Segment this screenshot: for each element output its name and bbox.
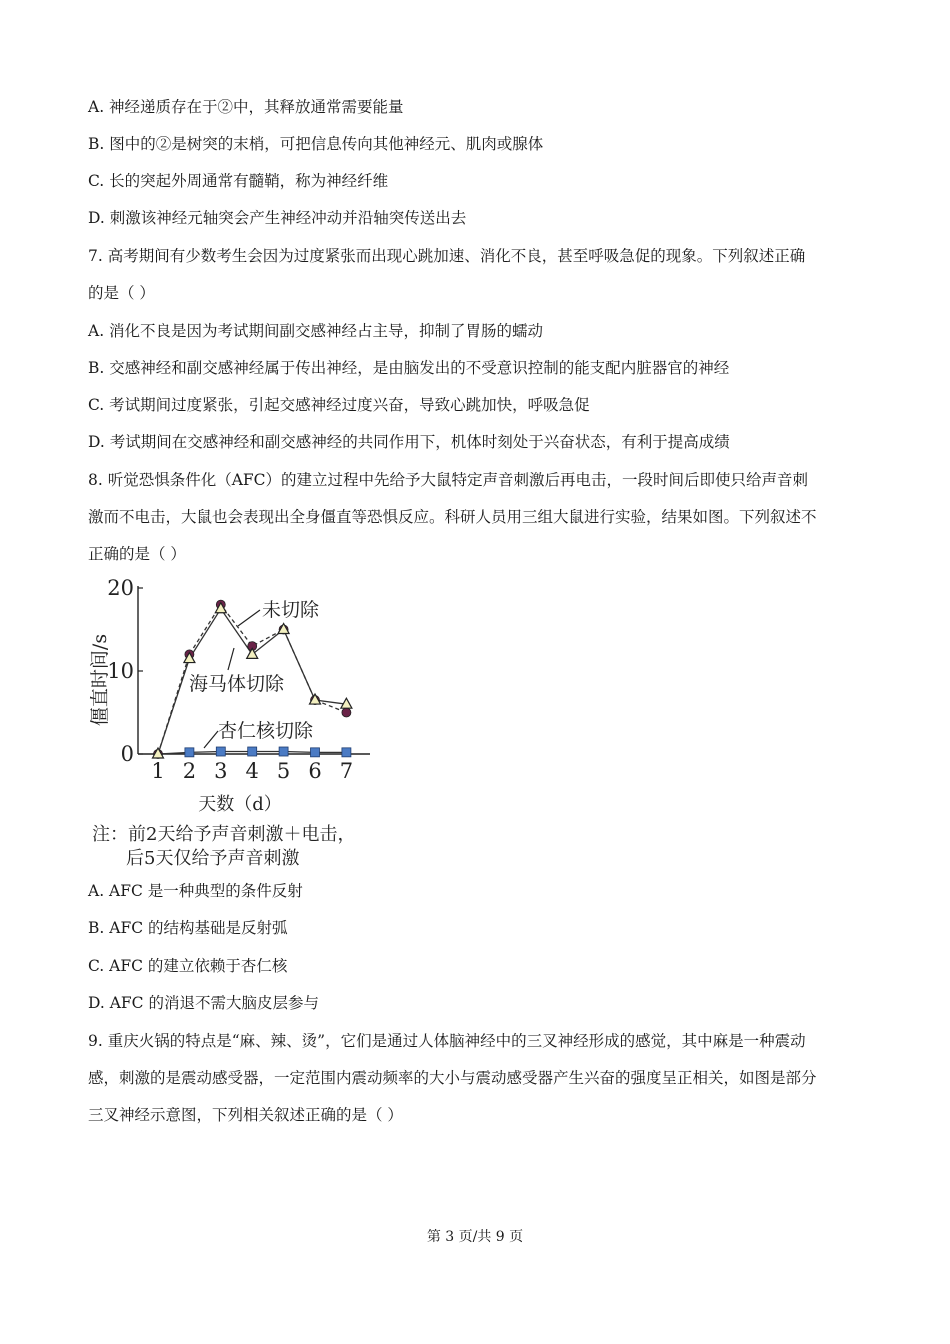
chart-note-line1: 注：前2天给予声音刺激＋电击， — [92, 824, 356, 845]
legend-hippocampus: 海马体切除 — [189, 673, 285, 695]
x-tick-label: 3 — [214, 759, 228, 783]
y-tick-label: 20 — [107, 576, 134, 600]
point-amygdala — [248, 747, 257, 756]
leader-amygdala — [204, 731, 218, 748]
q6-option-b: B. 图中的②是树突的末梢，可把信息传向其他神经元、肌肉或腺体 — [88, 135, 544, 153]
q8-stem-line3: 正确的是（ ） — [88, 545, 186, 563]
q6-option-d: D. 刺激该神经元轴突会产生神经冲动并沿轴突传送出去 — [88, 209, 467, 227]
y-tick-label: 0 — [120, 742, 134, 766]
leader-hippocampus — [228, 648, 234, 670]
x-tick-label: 6 — [308, 759, 322, 783]
y-axis-label: 僵直时间/s — [89, 633, 111, 727]
q7-option-d: D. 考试期间在交感神经和副交感神经的共同作用下，机体时刻处于兴奋状态，有利于提高成绩 — [88, 433, 730, 451]
q6-option-a: A. 神经递质存在于②中，其释放通常需要能量 — [88, 98, 404, 116]
q7-option-b: B. 交感神经和副交感神经属于传出神经，是由脑发出的不受意识控制的能支配内脏器官的神经 — [88, 359, 730, 377]
q7-stem-line2: 的是（ ） — [88, 284, 155, 302]
point-amygdala — [342, 748, 351, 757]
point-amygdala — [279, 747, 288, 756]
q8-option-a: A. AFC 是一种典型的条件反射 — [88, 882, 303, 900]
q8-stem-line2: 激而不电击，大鼠也会表现出全身僵直等恐惧反应。科研人员用三组大鼠进行实验，结果如图。下列叙述不 — [88, 508, 817, 526]
x-tick-label: 5 — [276, 759, 291, 783]
point-amygdala — [185, 748, 194, 757]
afc-chart — [80, 570, 400, 870]
chart-note-line2: 后5天仅给予声音刺激 — [126, 848, 300, 869]
page-footer: 第 3 页/共 9 页 — [426, 1229, 524, 1245]
q7-option-a: A. 消化不良是因为考试期间副交感神经占主导，抑制了胃肠的蠕动 — [88, 322, 544, 340]
q7-option-c: C. 考试期间过度紧张，引起交感神经过度兴奋，导致心跳加快，呼吸急促 — [88, 396, 590, 414]
q9-stem-line1: 9. 重庆火锅的特点是“麻、辣、烫”，它们是通过人体脑神经中的三叉神经形成的感觉，其中麻是一种震动 — [88, 1032, 806, 1050]
legend-unremoved: 未切除 — [262, 599, 320, 621]
q7-stem-line1: 7. 高考期间有少数考生会因为过度紧张而出现心跳加速、消化不良，甚至呼吸急促的现象。下列叙述正确 — [88, 247, 806, 265]
q9-stem-line2: 感，刺激的是震动感受器，一定范围内震动频率的大小与震动感受器产生兴奋的强度呈正相关，如图是部分 — [88, 1069, 817, 1087]
x-tick-label: 7 — [339, 759, 354, 783]
x-tick-label: 4 — [245, 759, 259, 783]
q8-option-c: C. AFC 的建立依赖于杏仁核 — [88, 957, 288, 975]
legend-amygdala: 杏仁核切除 — [218, 720, 314, 742]
x-tick-label: 2 — [182, 759, 197, 783]
q8-option-b: B. AFC 的结构基础是反射弧 — [88, 919, 288, 937]
x-axis-label: 天数（d） — [198, 794, 282, 815]
x-tick-label: 1 — [151, 759, 165, 783]
leader-unremoved — [238, 610, 260, 626]
point-amygdala — [311, 748, 320, 757]
point-amygdala — [216, 747, 225, 756]
q8-option-d: D. AFC 的消退不需大脑皮层参与 — [88, 994, 319, 1012]
q9-stem-line3: 三叉神经示意图，下列相关叙述正确的是（ ） — [88, 1106, 403, 1124]
q8-stem-line1: 8. 听觉恐惧条件化（AFC）的建立过程中先给予大鼠特定声音刺激后再电击，一段时间后即使只给声音刺 — [88, 471, 809, 489]
y-tick-label: 10 — [107, 659, 134, 683]
point-unremoved — [342, 708, 351, 717]
q6-option-c: C. 长的突起外周通常有髓鞘，称为神经纤维 — [88, 172, 389, 190]
